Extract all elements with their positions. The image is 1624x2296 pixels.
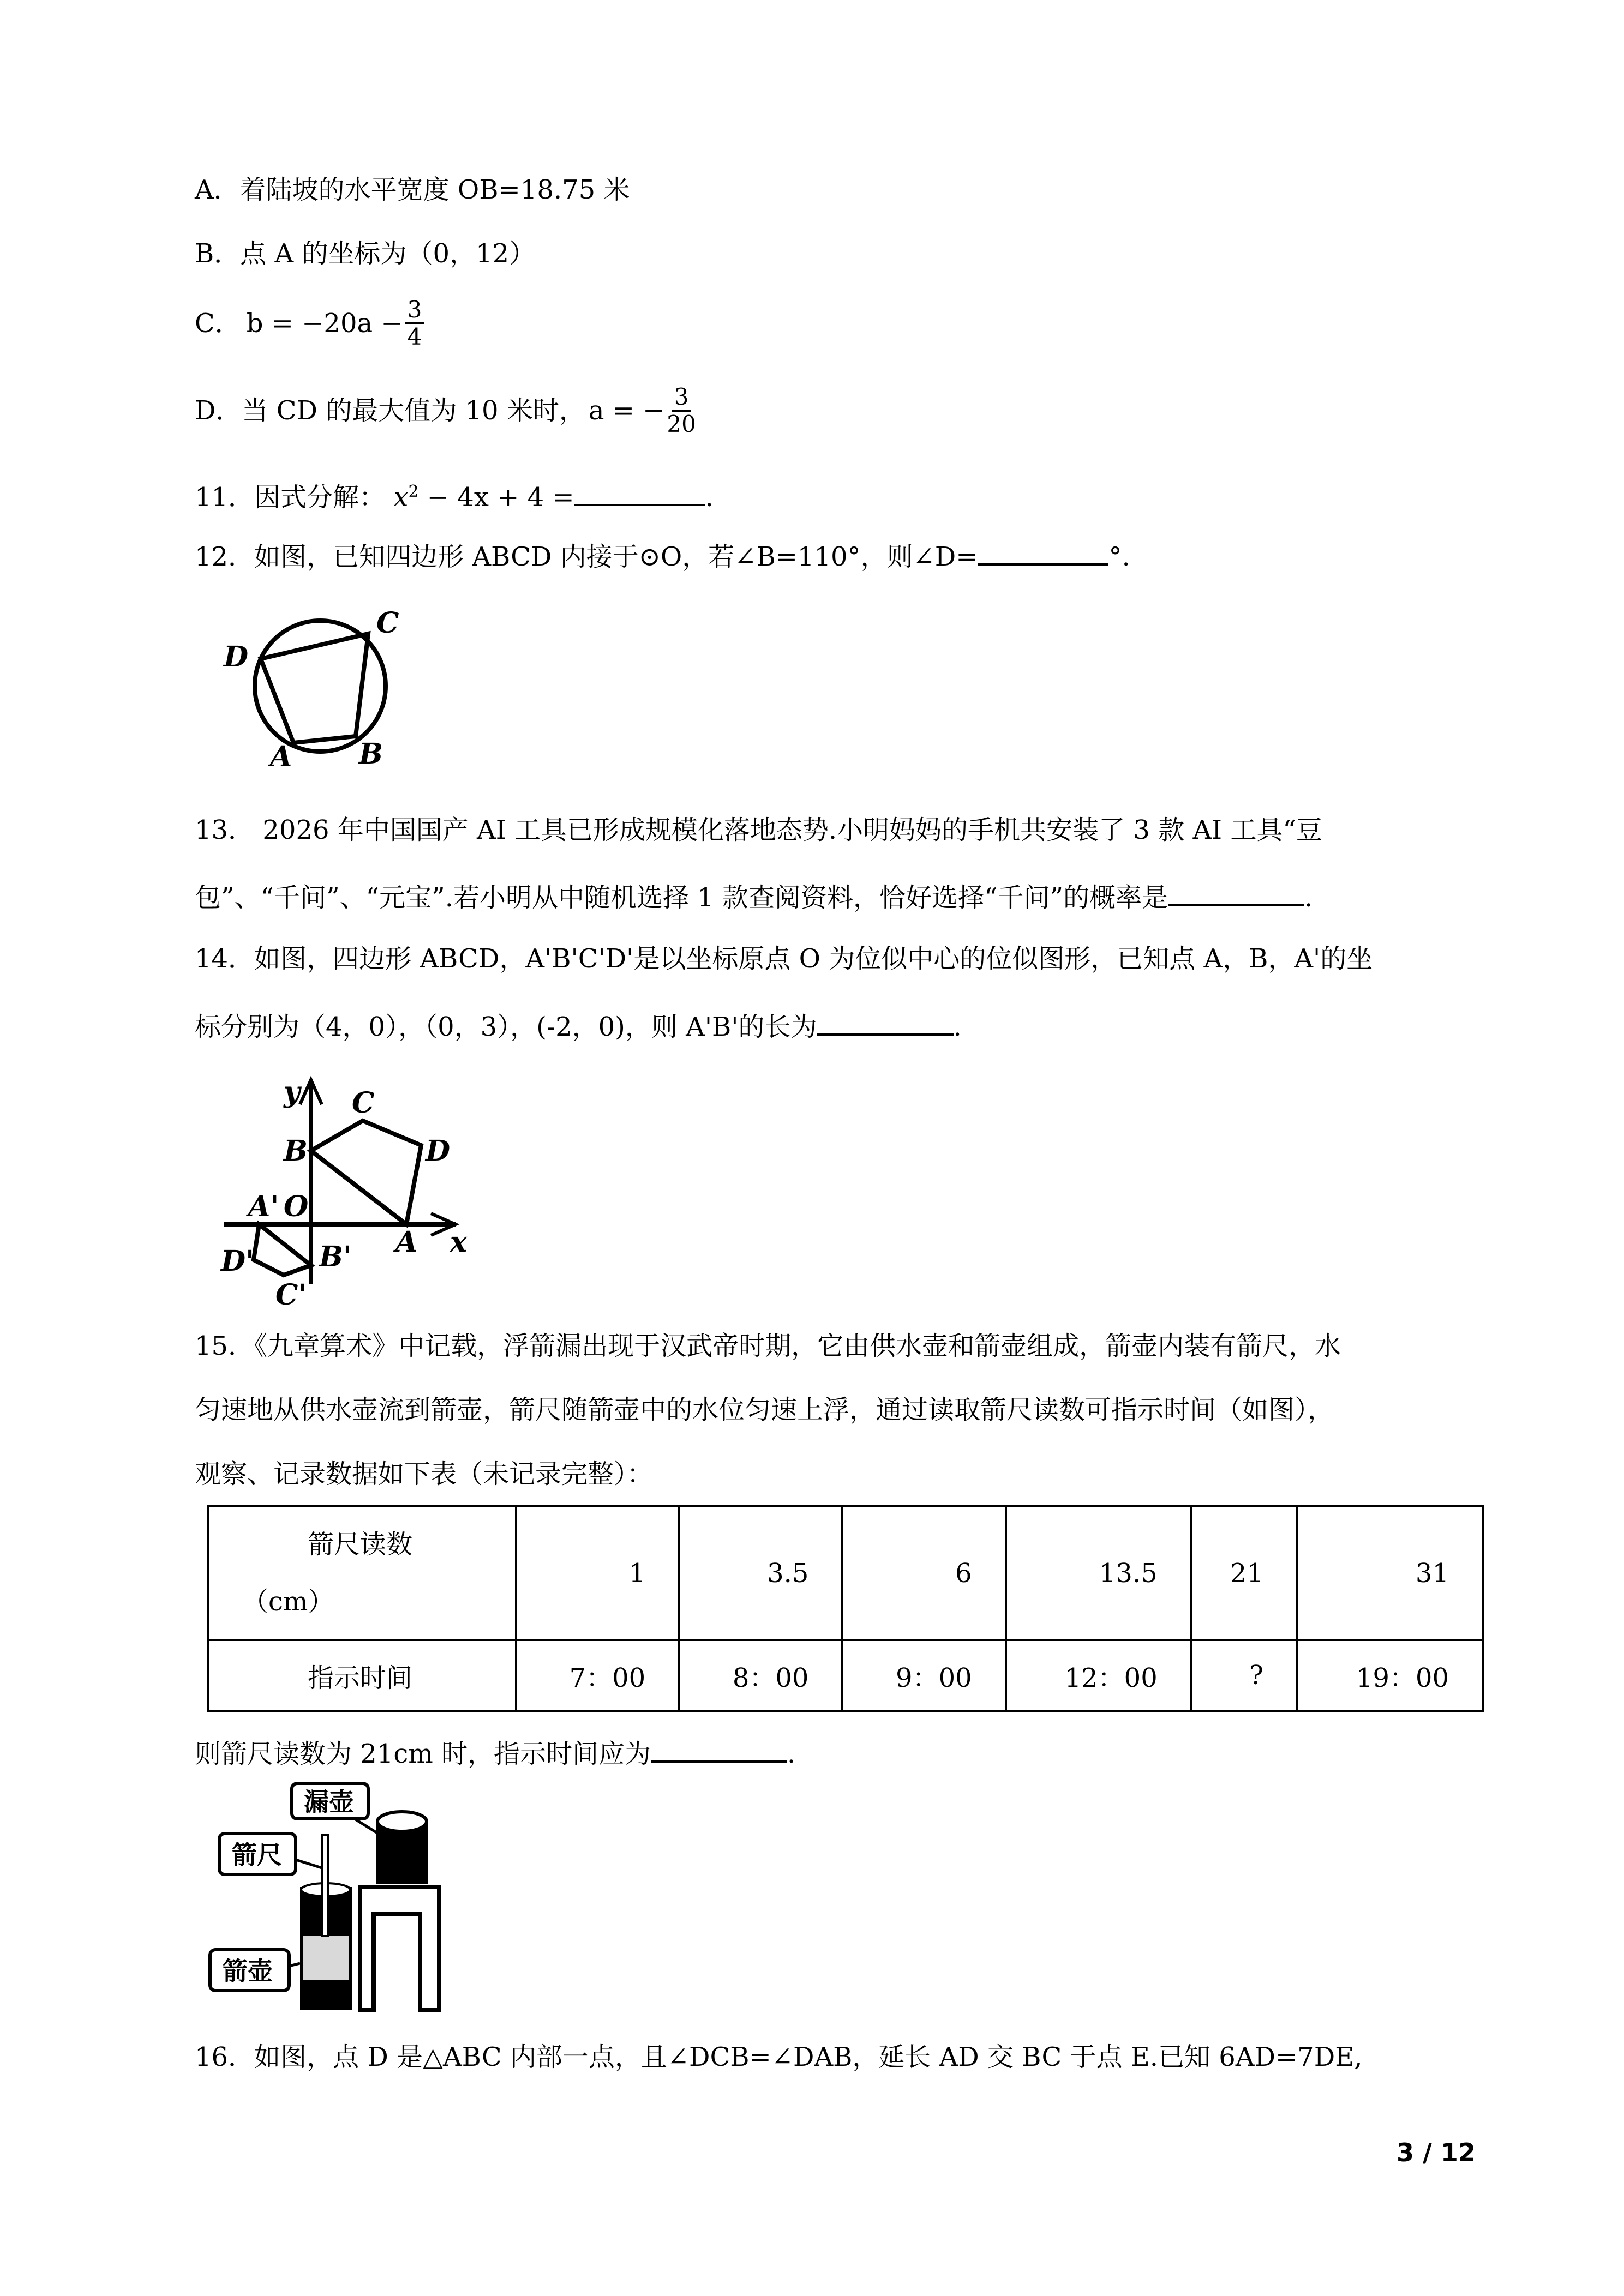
table-cell: 6 [842, 1506, 1005, 1640]
table-row-time [208, 1640, 1483, 1711]
label-leak-pot: 漏壶 [304, 1787, 354, 1817]
math-exponent: 2 [408, 482, 419, 501]
label-c-prime: C' [275, 1278, 307, 1309]
stand [360, 1887, 439, 2010]
denominator: 20 [667, 411, 696, 437]
circle-quadrilateral-figure [207, 600, 415, 780]
label-vessel: 箭壶 [223, 1956, 273, 1986]
table-row-reading [208, 1506, 1483, 1640]
question-text: 《九章算术》中记载，浮箭漏出现于汉武帝时期，它由供水壶和箭壶组成，箭壶内装有箭尺，水 [254, 1331, 1341, 1361]
answer-blank[interactable] [574, 478, 705, 506]
table-cell: ? [1191, 1640, 1297, 1711]
question-number: 11． [195, 482, 255, 513]
question-15-ask [195, 1734, 795, 1770]
label-y: y [284, 1075, 301, 1109]
question-13-line1 [195, 814, 1322, 846]
table-cell: 21 [1191, 1506, 1297, 1640]
question-16 [195, 2041, 1363, 2073]
table-cell: 1 [516, 1506, 679, 1640]
formula: a = − [588, 395, 665, 426]
label-o: O [284, 1190, 309, 1223]
question-15-line2 [195, 1393, 1334, 1426]
option-d [195, 384, 698, 437]
header-text: 箭尺读数 [308, 1529, 413, 1560]
label-x: x [450, 1225, 468, 1259]
punct: . [705, 482, 714, 513]
question-text: 如图，四边形 ABCD，A'B'C'D'是以坐标原点 O 为位似中心的位似图形，已知点 A，B，A'的坐 [254, 943, 1373, 974]
answer-blank[interactable] [651, 1734, 787, 1763]
denominator: 4 [407, 323, 422, 350]
punct: . [787, 1739, 796, 1769]
question-14-line1 [195, 942, 1373, 975]
leak-pot-top [377, 1812, 427, 1831]
punct: °. [1108, 542, 1130, 572]
fraction [667, 384, 696, 437]
question-text: 观察、记录数据如下表（未记录完整）： [195, 1459, 654, 1489]
segment-ab [311, 1151, 406, 1224]
page-current: 3 [1397, 2138, 1415, 2167]
label-d-prime: D' [221, 1245, 255, 1278]
row-header [208, 1506, 516, 1640]
question-number: 12． [195, 542, 255, 572]
table-cell: 9：00 [842, 1640, 1005, 1711]
label-a: A [270, 740, 292, 773]
page-separator: / [1414, 2138, 1441, 2167]
answer-blank[interactable] [1168, 878, 1304, 906]
question-text: 因式分解： [254, 482, 386, 513]
table-cell: 7：00 [516, 1640, 679, 1711]
option-label: B． [195, 238, 241, 269]
question-15-line1 [195, 1330, 1341, 1362]
question-text: 包”、“千问”、“元宝”.若小明从中随机选择 1 款查阅资料，恰好选择“千问”的概率是 [195, 882, 1168, 913]
option-label: D． [195, 395, 242, 426]
question-number: 14． [195, 943, 255, 974]
question-text: 则箭尺读数为 21cm 时，指示时间应为 [195, 1739, 651, 1769]
answer-blank[interactable] [817, 1007, 954, 1036]
header-unit: （cm） [242, 1586, 334, 1617]
table-cell: 31 [1297, 1506, 1483, 1640]
math-var: x [393, 482, 409, 513]
table-cell: 13.5 [1006, 1506, 1191, 1640]
numerator: 3 [672, 384, 691, 412]
question-number: 13． [195, 815, 255, 845]
option-label: C． [195, 308, 241, 339]
option-b [195, 237, 535, 270]
label-a-prime: A' [248, 1190, 279, 1223]
math-expr: − 4x + 4 = [418, 482, 574, 513]
question-number: 16． [195, 2042, 255, 2072]
label-d: D [426, 1134, 451, 1168]
label-rod: 箭尺 [232, 1840, 282, 1870]
table-cell: 3.5 [679, 1506, 842, 1640]
answer-blank[interactable] [978, 537, 1108, 566]
label-b: B [359, 737, 383, 771]
label-b: B [284, 1134, 308, 1168]
option-text: 当 CD 的最大值为 10 米时， [242, 395, 585, 426]
question-14-line2 [195, 1007, 962, 1043]
water-clock-figure [196, 1781, 469, 2031]
punct: . [1304, 882, 1313, 913]
fraction [405, 297, 424, 350]
option-a [195, 173, 630, 206]
question-text: 如图，点 D 是△ABC 内部一点，且∠DCB=∠DAB，延长 AD 交 BC 于点 E.已知 6AD=7DE, [254, 2042, 1363, 2072]
question-text: 匀速地从供水壶流到箭壶，箭尺随箭壶中的水位匀速上浮，通过读取箭尺读数可指示时间（如图）， [195, 1395, 1334, 1425]
question-number: 15． [195, 1331, 255, 1361]
option-c [195, 297, 426, 350]
question-text: 如图，已知四边形 ABCD 内接于⊙O，若∠B=110°，则∠D= [254, 542, 978, 572]
table-cell: 12：00 [1006, 1640, 1191, 1711]
page-total: 12 [1440, 2138, 1476, 2167]
row-header: 指示时间 [208, 1640, 516, 1711]
label-a: A [395, 1225, 418, 1259]
question-11 [195, 476, 714, 514]
punct: . [953, 1012, 962, 1042]
homothety-figure [207, 1069, 469, 1309]
question-15-line3 [195, 1458, 653, 1490]
callout-pointer [355, 1819, 376, 1832]
formula: b = −20a − [246, 308, 403, 339]
numerator: 3 [405, 297, 424, 324]
option-text: 着陆坡的水平宽度 OB=18.75 米 [239, 175, 630, 205]
quad-abcd [311, 1121, 421, 1224]
label-c: C [376, 606, 399, 640]
question-12 [195, 537, 1130, 573]
label-b-prime: B' [319, 1240, 352, 1273]
table-cell: 8：00 [679, 1640, 842, 1711]
label-d: D [224, 640, 249, 674]
callout-pointer [296, 1860, 322, 1868]
quad-a'b'c'd' [254, 1224, 311, 1275]
quadrilateral-abcd [261, 634, 368, 743]
page-number [1397, 2138, 1476, 2167]
question-text: 标分别为（4，0），（0，3），(-2，0)，则 A'B'的长为 [195, 1012, 817, 1042]
data-table [207, 1505, 1484, 1712]
question-13-line2 [195, 878, 1313, 914]
option-text: 点 A 的坐标为（0，12） [240, 238, 536, 269]
vessel-water [303, 1936, 349, 1980]
question-text: 2026 年中国国产 AI 工具已形成规模化落地态势.小明妈妈的手机共安装了 3 款 AI 工具“豆 [262, 815, 1322, 845]
option-label: A． [195, 175, 240, 205]
arrow-rod [322, 1835, 328, 1936]
label-c: C [352, 1086, 375, 1120]
table-cell: 19：00 [1297, 1640, 1483, 1711]
